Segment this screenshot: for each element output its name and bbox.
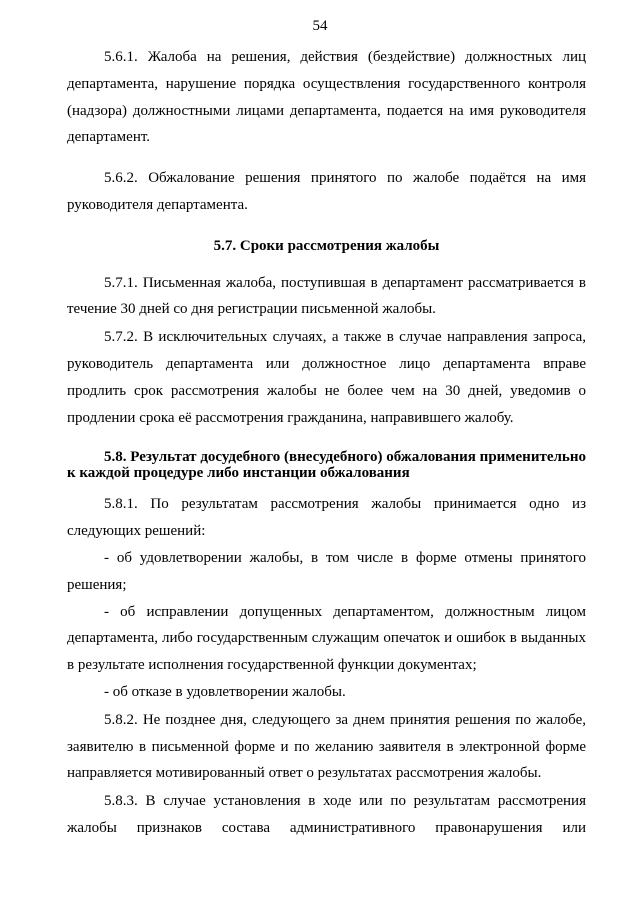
paragraph-5-8-2: 5.8.2. Не позднее дня, следующего за днем принятия решения по жалобе, заявителю в письменной форме и по желанию заявителя в электронной форме направляется мотивированный ответ о результатах рассмотрения жалобы. xyxy=(67,711,586,782)
paragraph-5-6-2: 5.6.2. Обжалование решения принятого по жалобе подаётся на имя руководителя департамента. xyxy=(67,170,586,213)
list-item-correct: - об исправлении допущенных департаментом, должностным лицом департамента, либо государственным служащим опечаток и ошибок в выданных в результате исполнения государственной функции документах; xyxy=(67,603,586,674)
paragraph-5-7-2: 5.7.2. В исключительных случаях, а также в случае направления запроса, руководитель департамента или должностное лицо департамента вправе продлить срок рассмотрения жалобы не более чем на 30 дней, уведомив о продлении срока её рассмотрения гражданина, направившего жалобу. xyxy=(67,329,586,426)
paragraph-5-7-1: 5.7.1. Письменная жалоба, поступившая в департамент рассматривается в течение 30 дней со дня регистрации письменной жалобы. xyxy=(67,274,586,318)
section-heading-5-8: 5.8. Результат досудебного (внесудебного) обжалования применительно к каждой процедуре либо инстанции обжалования xyxy=(67,449,586,482)
paragraph-5-8-1: 5.8.1. По результатам рассмотрения жалобы принимается одно из следующих решений: xyxy=(67,496,586,540)
list-item-satisfy: - об удовлетворении жалобы, в том числе в форме отмены принятого решения; xyxy=(67,549,586,593)
page-number: 54 xyxy=(312,18,328,34)
paragraph-5-6-1: 5.6.1. Жалоба на решения, действия (бездействие) должностных лиц департамента, нарушение порядка осуществления государственного контроля (надзора) должностными лицами департамента, подается на имя руководителя департамент. xyxy=(67,49,586,146)
list-item-refuse: - об отказе в удовлетворении жалобы. xyxy=(104,683,346,700)
section-heading-5-7: 5.7. Сроки рассмотрения жалобы xyxy=(213,237,440,254)
paragraph-5-8-3: 5.8.3. В случае установления в ходе или по результатам рассмотрения жалобы признаков состава административного правонарушения или xyxy=(67,793,586,836)
document-body xyxy=(67,44,586,842)
